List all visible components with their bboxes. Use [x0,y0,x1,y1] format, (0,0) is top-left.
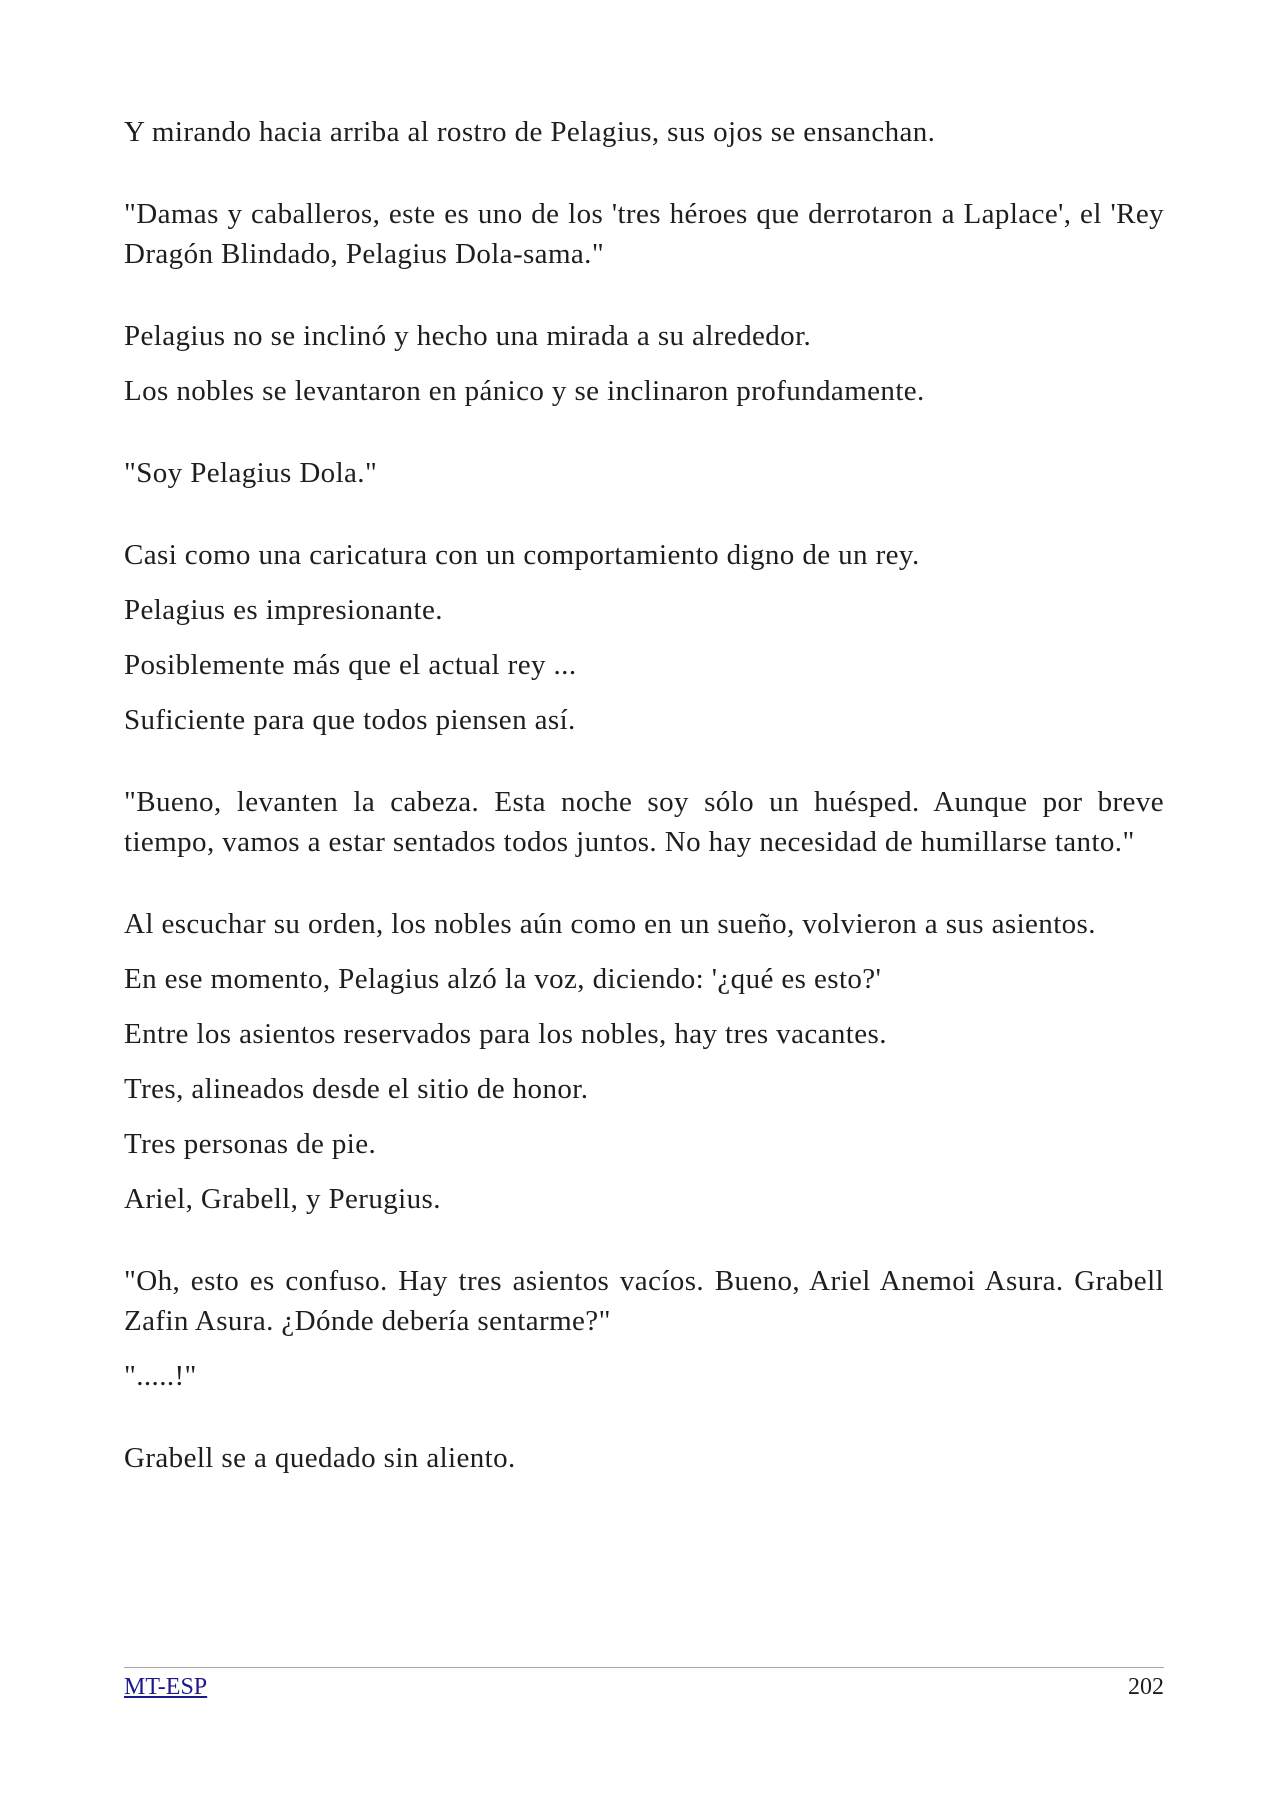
paragraph-14: Tres, alineados desde el sitio de honor. [124,1073,589,1105]
paragraph-8: Posiblemente más que el actual rey ... [124,649,577,681]
page-footer [124,1667,1164,1703]
page-body [124,112,1164,1478]
paragraph-15: Tres personas de pie. [124,1128,377,1160]
page-number: 202 [1128,1674,1164,1700]
paragraph-17: "Oh, esto es confuso. Hay tres asientos vacíos. Bueno, Ariel Anemoi Asura. Grabell Zafin Asura. ¿Dónde debería sentarme?" [124,1265,1164,1337]
paragraph-11: Al escuchar su orden, los nobles aún como en un sueño, volvieron a sus asientos. [124,908,1096,940]
paragraph-4: Los nobles se levantaron en pánico y se inclinaron profundamente. [124,375,925,407]
paragraph-7: Pelagius es impresionante. [124,594,443,626]
paragraph-18: ".....!" [124,1360,197,1392]
paragraph-6: Casi como una caricatura con un comportamiento digno de un rey. [124,539,920,571]
paragraph-3: Pelagius no se inclinó y hecho una mirada a su alrededor. [124,320,812,352]
paragraph-9: Suficiente para que todos piensen así. [124,704,576,736]
paragraph-13: Entre los asientos reservados para los nobles, hay tres vacantes. [124,1018,887,1050]
paragraph-10: "Bueno, levanten la cabeza. Esta noche soy sólo un huésped. Aunque por breve tiempo, vamos a estar sentados todos juntos. No hay necesidad de humillarse tanto." [124,786,1164,858]
paragraph-2: "Damas y caballeros, este es uno de los 'tres héroes que derrotaron a Laplace', el 'Rey Dragón Blindado, Pelagius Dola-sama." [124,198,1164,270]
footer-link[interactable]: MT-ESP [124,1674,208,1700]
paragraph-5: "Soy Pelagius Dola." [124,457,378,489]
paragraph-1: Y mirando hacia arriba al rostro de Pelagius, sus ojos se ensanchan. [124,116,936,148]
paragraph-16: Ariel, Grabell, y Perugius. [124,1183,441,1215]
paragraph-19: Grabell se a quedado sin aliento. [124,1442,516,1474]
paragraph-12: En ese momento, Pelagius alzó la voz, diciendo: '¿qué es esto?' [124,963,882,995]
